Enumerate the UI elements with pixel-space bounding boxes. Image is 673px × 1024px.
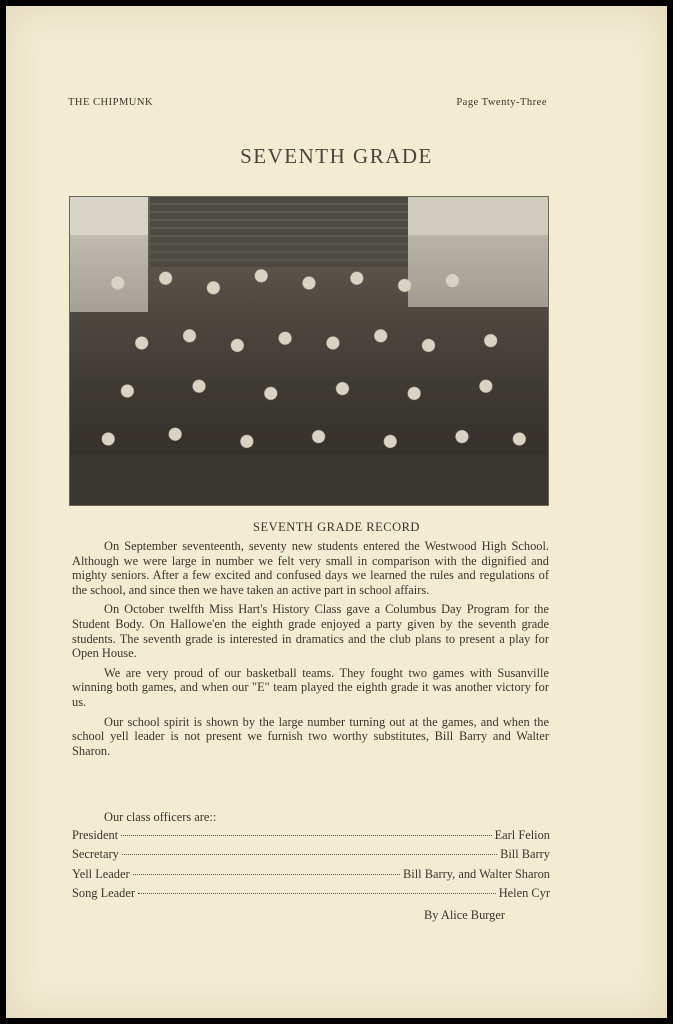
officer-name: Helen Cyr — [498, 886, 550, 900]
leader-dots — [133, 874, 400, 875]
officer-name: Bill Barry — [500, 847, 550, 861]
officer-role: Song Leader — [72, 886, 135, 900]
officers-intro: Our class officers are:: — [104, 810, 217, 824]
page-title: SEVENTH GRADE — [240, 144, 433, 168]
paragraph: Our school spirit is shown by the large number turning out at the games, and when the school yell leader is not present we furnish two worthy substitutes, Bill Barry and Walter Sharon. — [72, 714, 549, 758]
author-byline: By Alice Burger — [424, 908, 505, 922]
paragraph: On October twelfth Miss Hart's History Class gave a Columbus Day Program for the Student Body. On Hallowe'en the eighth grade enjoyed a party given by the seventh grade students. The seventh grade is interested in dramatics and the club plans to present a play for Open House. — [72, 602, 549, 661]
page-number: Page Twenty-Three — [456, 97, 547, 108]
record-body — [72, 539, 549, 763]
officer-role: Secretary — [72, 847, 119, 861]
officer-name: Earl Felion — [494, 828, 550, 842]
photo-students — [70, 235, 548, 475]
class-photo — [69, 196, 549, 506]
photo-ground — [70, 455, 548, 505]
paragraph: On September seventeenth, seventy new students entered the Westwood High School. Although we were large in number we felt very small in comparison with the dignified and mighty seniors. After a few excited and confused days we learned the rules and regulations of the school, and since then we have taken an active part in school affairs. — [72, 539, 549, 597]
paragraph: We are very proud of our basketball teams. They fought two games with Susanville winning both games, and when our "E" team played the eighth grade it was another victory for us. — [72, 665, 549, 709]
officer-row-president — [72, 828, 550, 844]
yearbook-page — [6, 6, 667, 1018]
officer-row-secretary — [72, 847, 550, 863]
officer-role: President — [72, 828, 119, 842]
publication-name: THE CHIPMUNK — [68, 97, 154, 108]
officer-role: Yell Leader — [72, 867, 130, 881]
leader-dots — [138, 893, 496, 894]
leader-dots — [121, 835, 491, 836]
leader-dots — [122, 854, 497, 855]
officer-row-yell-leader — [72, 867, 550, 883]
section-title: SEVENTH GRADE RECORD — [253, 520, 420, 534]
officer-row-song-leader — [72, 886, 550, 902]
officer-name: Bill Barry, and Walter Sharon — [403, 867, 550, 881]
